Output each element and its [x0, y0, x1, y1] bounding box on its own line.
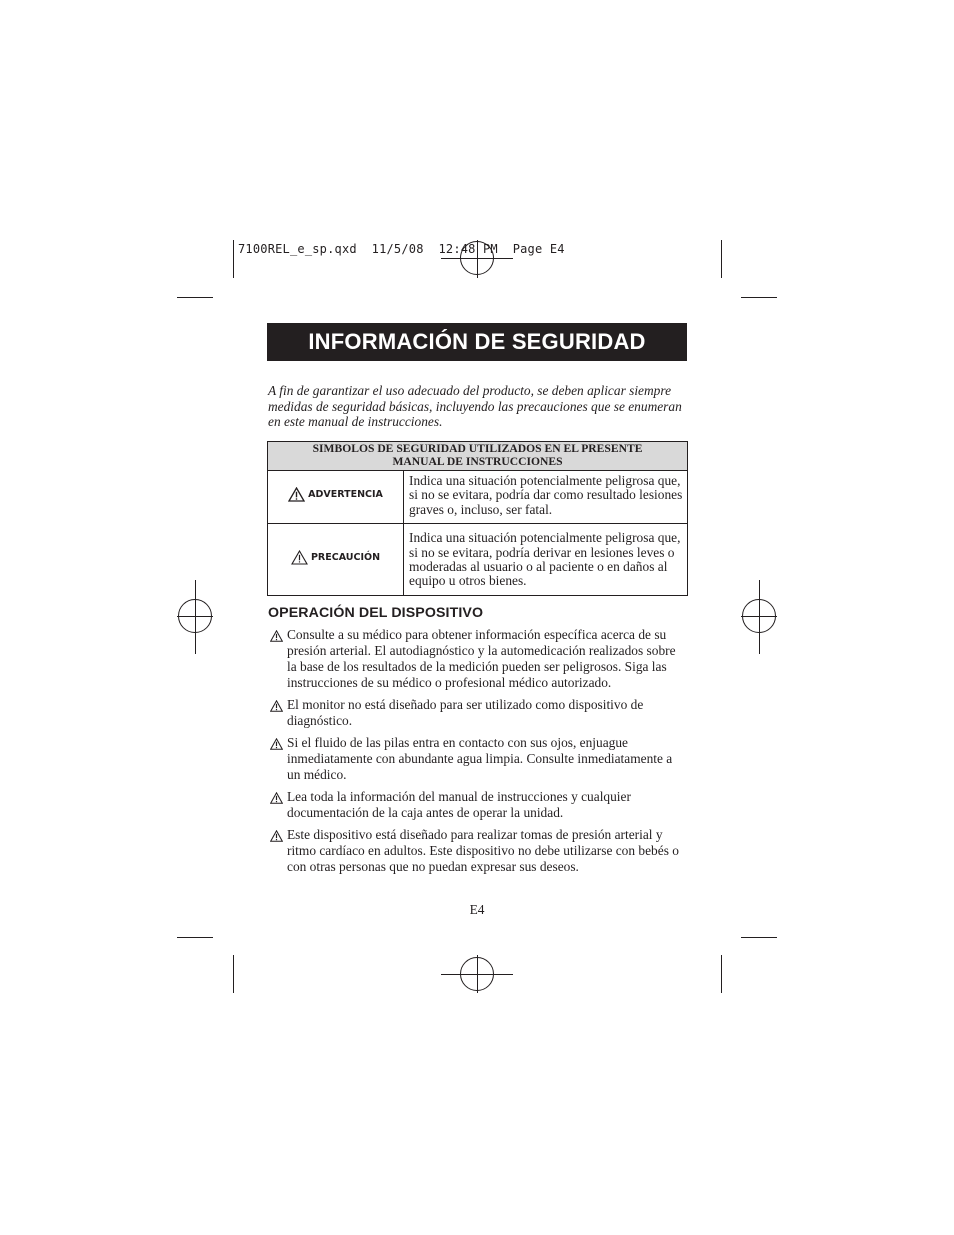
table-row: [268, 471, 688, 524]
list-item-text: Este dispositivo está diseñado para realizar tomas de presión arterial y ritmo cardíaco en adultos. Este dispositivo no debe utilizarse con bebés o con otras personas que no puedan expresar sus deseos.: [287, 827, 679, 874]
crop-mark-bottom-left-horizontal: [177, 937, 213, 938]
crop-mark-bottom-left-vertical: [233, 955, 234, 993]
symbol-cell-advertencia: [268, 471, 404, 524]
crop-mark-bottom-right-horizontal: [741, 937, 777, 938]
safety-symbols-table: [267, 441, 688, 596]
crop-mark-bottom-right-vertical: [721, 955, 722, 993]
table-header-line2: MANUAL DE INSTRUCCIONES: [392, 454, 563, 468]
registration-right-circle: [742, 599, 776, 633]
warning-triangle-icon: [270, 700, 283, 712]
crop-mark-top-left-vertical: [233, 240, 234, 278]
list-item: [268, 735, 688, 783]
warning-triangle-icon: [270, 830, 283, 842]
symbol-label-precaucion: PRECAUCIÓN: [310, 551, 381, 563]
page-title-banner: [267, 323, 687, 361]
intro-paragraph: A fin de garantizar el uso adecuado del producto, se deben aplicar siempre medidas de seguridad básicas, incluyendo las precauciones que se enumeran en este manual de instrucciones.: [268, 383, 682, 429]
crop-mark-top-right-horizontal: [741, 297, 777, 298]
warning-triangle-icon: [270, 738, 283, 750]
section-title: OPERACIÓN DEL DISPOSITIVO: [268, 605, 484, 621]
warning-list: [268, 627, 688, 881]
caution-triangle-icon: [291, 550, 308, 565]
description-precaucion: Indica una situación potencialmente peligrosa que, si no se evitara, podría derivar en lesiones leves o moderadas al usuario o al paciente o en daños al equipo u otros bienes.: [404, 524, 688, 596]
list-item: [268, 697, 688, 729]
warning-triangle-icon: [270, 792, 283, 804]
warning-triangle-icon: [288, 487, 305, 502]
page-number: E4: [469, 902, 485, 917]
registration-bottom-circle: [460, 957, 494, 991]
crop-mark-top-left-horizontal: [177, 297, 213, 298]
list-item-text: Lea toda la información del manual de instrucciones y cualquier documentación de la caja antes de operar la unidad.: [287, 789, 631, 820]
warning-triangle-icon: [270, 630, 283, 642]
list-item-text: El monitor no está diseñado para ser utilizado como dispositivo de diagnóstico.: [287, 697, 644, 728]
list-item: [268, 627, 688, 691]
print-slug: 7100REL_e_sp.qxd 11/5/08 12:48 PM Page E4: [238, 242, 565, 256]
registration-left-circle: [178, 599, 212, 633]
list-item-text: Consulte a su médico para obtener información específica acerca de su presión arterial. El autodiagnóstico y la automedicación realizados sobre la base de los resultados de la medición pueden ser peligrosos. Siga las instrucciones de su médico o profesional médico autorizado.: [287, 627, 676, 690]
page-title: INFORMACIÓN DE SEGURIDAD: [308, 329, 646, 354]
table-header-line1: SIMBOLOS DE SEGURIDAD UTILIZADOS EN EL PRESENTE: [312, 442, 643, 455]
list-item-text: Si el fluido de las pilas entra en contacto con sus ojos, enjuague inmediatamente con abundante agua limpia. Consulte inmediatamente a un médico.: [287, 735, 673, 782]
description-advertencia: Indica una situación potencialmente peligrosa que, si no se evitara, podría dar como resultado lesiones graves o, incluso, ser fatal.: [404, 471, 688, 524]
table-row: [268, 524, 688, 596]
list-item: [268, 827, 688, 875]
table-header: [268, 442, 688, 471]
list-item: [268, 789, 688, 821]
crop-mark-top-right-vertical: [721, 240, 722, 278]
symbol-cell-precaucion: [268, 524, 404, 596]
symbol-label-advertencia: ADVERTENCIA: [308, 489, 383, 501]
